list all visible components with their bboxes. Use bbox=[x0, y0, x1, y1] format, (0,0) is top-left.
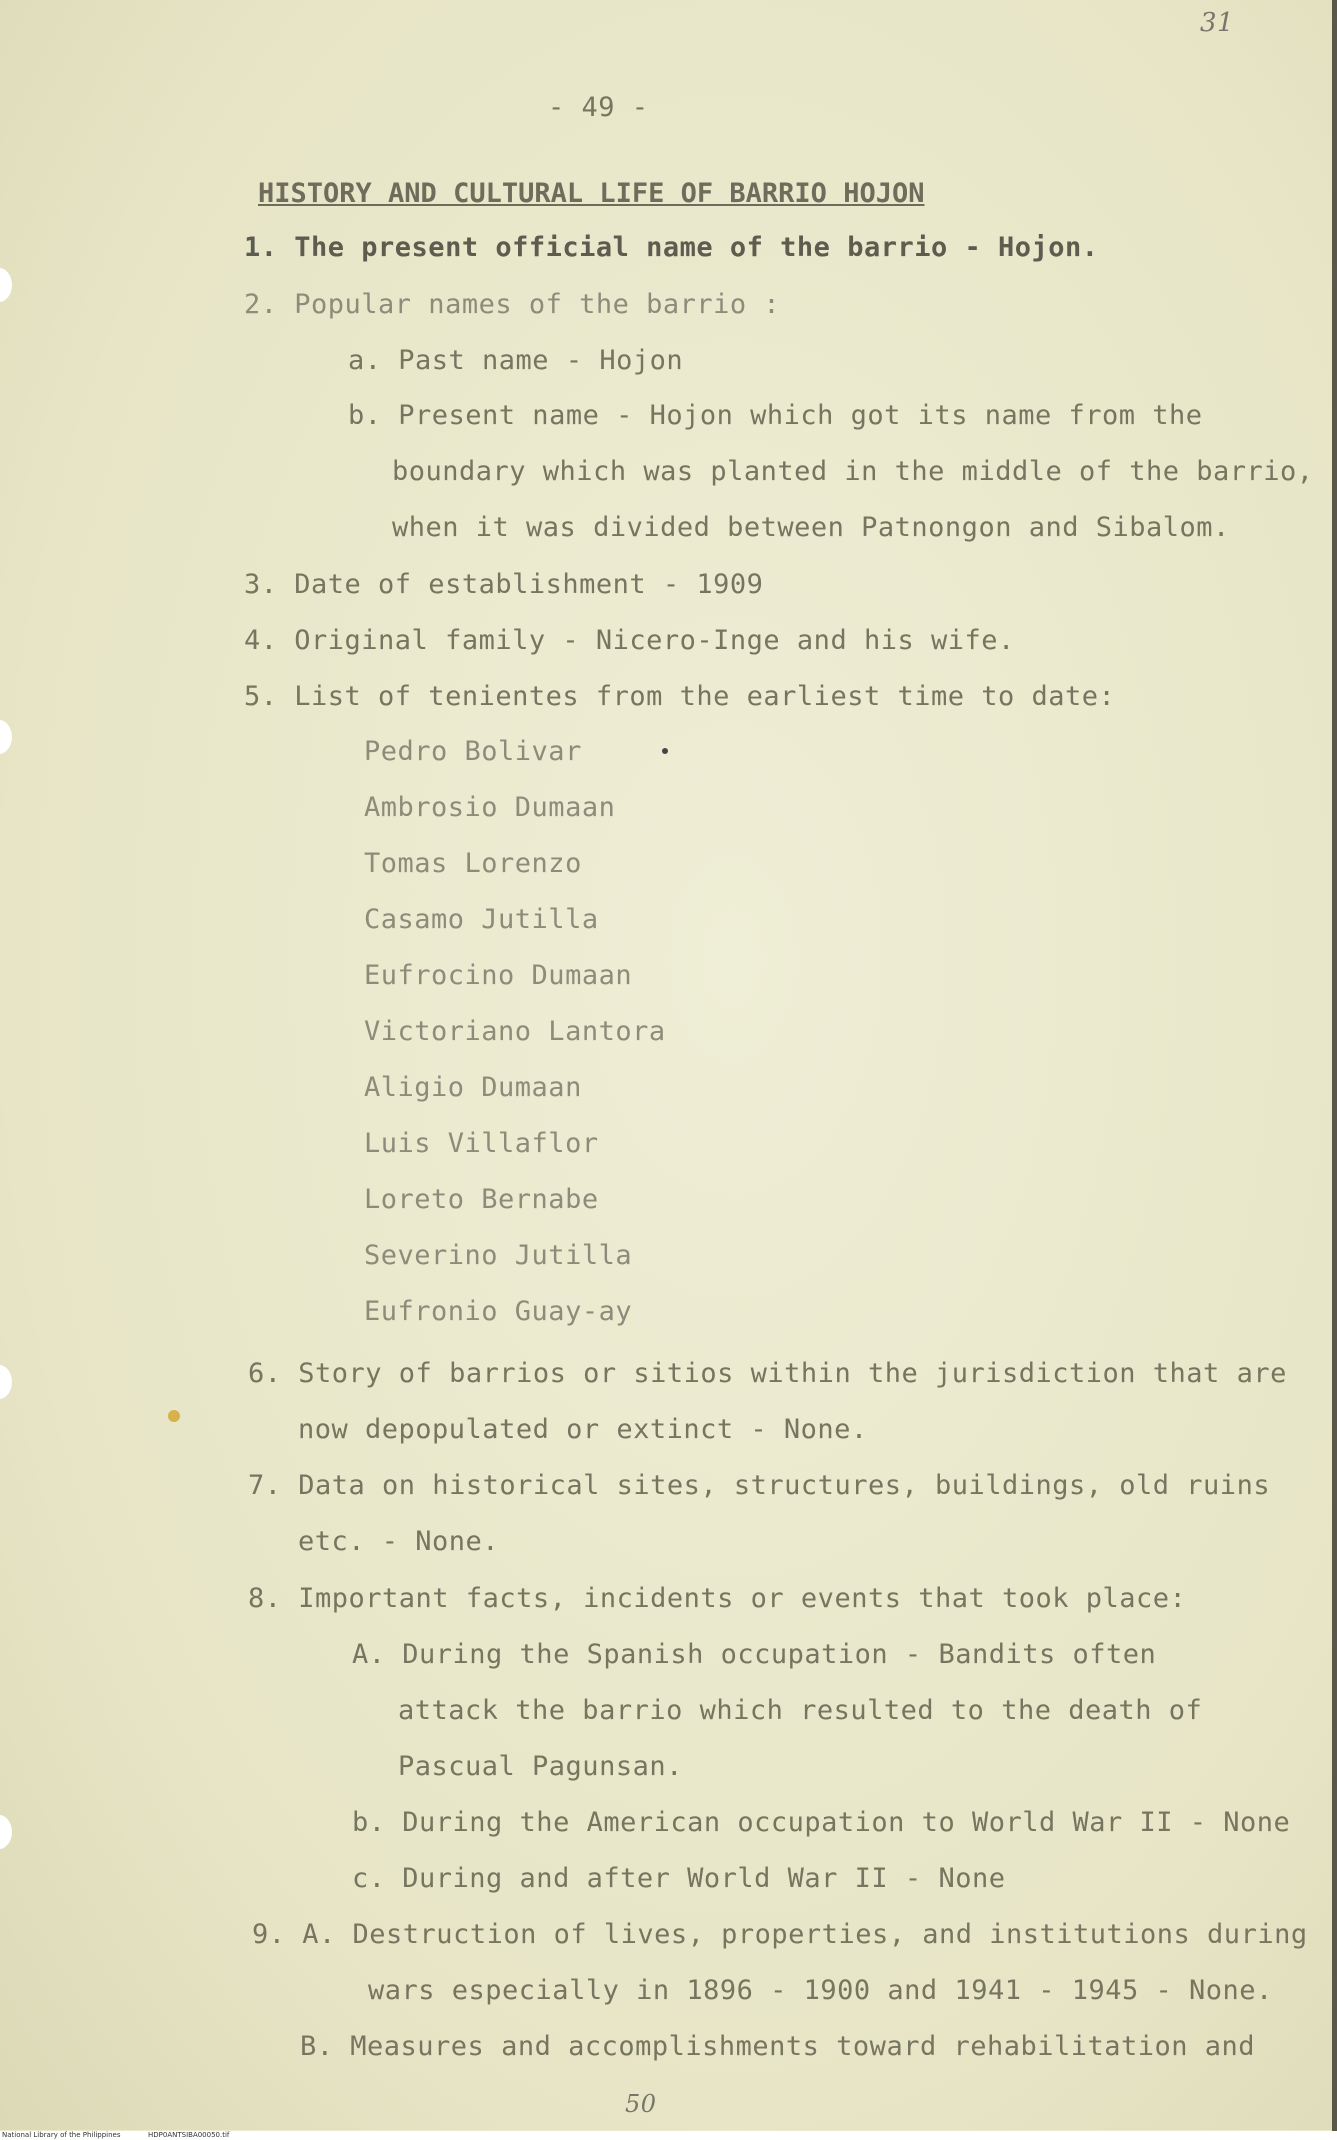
bottom-page-number: 50 bbox=[625, 2090, 657, 2118]
item-3: 3. Date of establishment - 1909 bbox=[244, 569, 764, 600]
teniente-name: Victoriano Lantora bbox=[364, 1016, 666, 1047]
stain-speck bbox=[168, 1410, 180, 1422]
item-7-line1: 7. Data on historical sites, structures, buildings, old ruins bbox=[248, 1470, 1271, 1501]
footer-library-label: National Library of the Philippines bbox=[2, 2131, 121, 2139]
scan-footer bbox=[0, 2131, 1337, 2140]
typed-page-number: - 49 - bbox=[548, 92, 649, 123]
item-6-line2: now depopulated or extinct - None. bbox=[298, 1414, 868, 1445]
item-8a-line1: A. During the Spanish occupation - Bandits often bbox=[352, 1639, 1157, 1670]
item-8: 8. Important facts, incidents or events that took place: bbox=[248, 1583, 1187, 1614]
item-2b-line1: b. Present name - Hojon which got its name from the bbox=[348, 400, 1203, 431]
teniente-name: Eufrocino Dumaan bbox=[364, 960, 633, 991]
item-8a-line2: attack the barrio which resulted to the death of bbox=[398, 1695, 1203, 1726]
teniente-name: Pedro Bolivar bbox=[364, 736, 582, 767]
item-4: 4. Original family - Nicero-Inge and his wife. bbox=[244, 625, 1015, 656]
item-1: 1. The present official name of the barrio - Hojon. bbox=[244, 232, 1099, 263]
item-2a: a. Past name - Hojon bbox=[348, 345, 684, 376]
teniente-name: Tomas Lorenzo bbox=[364, 848, 582, 879]
teniente-name: Ambrosio Dumaan bbox=[364, 792, 616, 823]
teniente-name: Loreto Bernabe bbox=[364, 1184, 599, 1215]
item-8b: b. During the American occupation to World War II - None bbox=[352, 1807, 1291, 1838]
item-2b-line2: boundary which was planted in the middle of the barrio, bbox=[392, 456, 1314, 487]
item-5: 5. List of tenientes from the earliest time to date: bbox=[244, 681, 1116, 712]
item-7-line2: etc. - None. bbox=[298, 1526, 500, 1557]
handwritten-page-number: 31 bbox=[1200, 8, 1235, 38]
scan-edge bbox=[1332, 0, 1337, 2140]
teniente-name: Casamo Jutilla bbox=[364, 904, 599, 935]
item-9a-line1: 9. A. Destruction of lives, properties, and institutions during bbox=[252, 1919, 1308, 1950]
teniente-name: Severino Jutilla bbox=[364, 1240, 633, 1271]
item-6-line1: 6. Story of barrios or sitios within the jurisdiction that are bbox=[248, 1358, 1287, 1389]
item-8c: c. During and after World War II - None bbox=[352, 1863, 1006, 1894]
item-2: 2. Popular names of the barrio : bbox=[244, 289, 781, 320]
footer-filename: HDP0ANTSIBA00050.tif bbox=[148, 2131, 230, 2139]
item-2b-line3: when it was divided between Patnongon and Sibalom. bbox=[392, 512, 1230, 543]
ink-dot bbox=[662, 748, 668, 754]
teniente-name: Eufronio Guay-ay bbox=[364, 1296, 633, 1327]
item-9b: B. Measures and accomplishments toward rehabilitation and bbox=[300, 2031, 1256, 2062]
item-9a-line2: wars especially in 1896 - 1900 and 1941 - 1945 - None. bbox=[368, 1975, 1273, 2006]
teniente-name: Aligio Dumaan bbox=[364, 1072, 582, 1103]
teniente-name: Luis Villaflor bbox=[364, 1128, 599, 1159]
page-title: HISTORY AND CULTURAL LIFE OF BARRIO HOJON bbox=[258, 178, 925, 209]
item-8a-line3: Pascual Pagunsan. bbox=[398, 1751, 683, 1782]
